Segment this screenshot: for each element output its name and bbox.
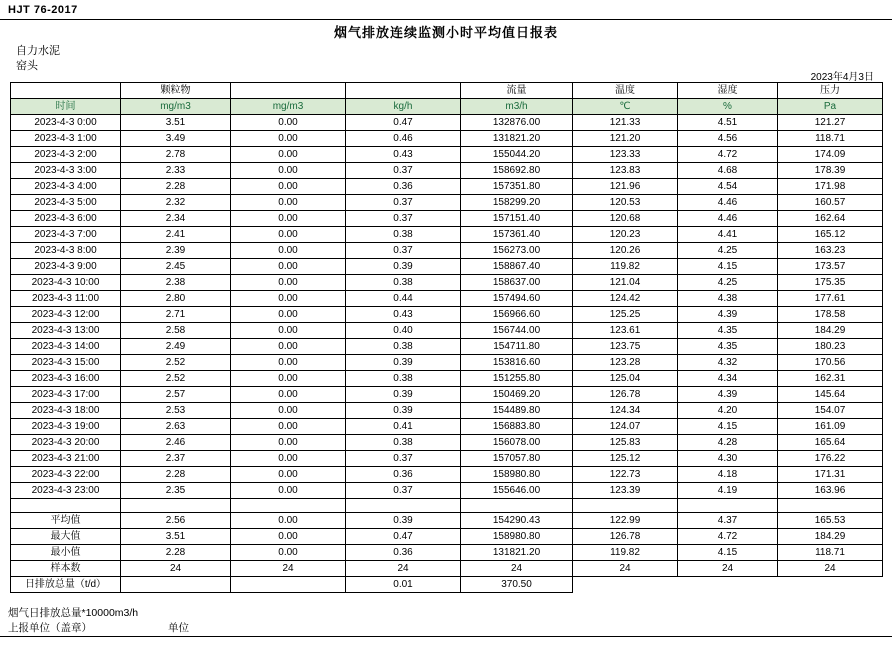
- daily-total-c3: 0.01: [346, 577, 461, 593]
- row-pressure: 154.07: [778, 403, 883, 419]
- header-group-3: [346, 83, 461, 99]
- row-pressure: 118.71: [778, 131, 883, 147]
- row-humidity: 4.54: [678, 179, 778, 195]
- row-humidity: 4.46: [678, 211, 778, 227]
- row-c2: 0.00: [231, 307, 346, 323]
- row-temp: 123.28: [573, 355, 678, 371]
- row-time: 2023-4-3 23:00: [11, 483, 121, 499]
- row-c1: 2.38: [121, 275, 231, 291]
- summary-label: 平均值: [11, 513, 121, 529]
- summary-c2: 0.00: [231, 529, 346, 545]
- row-flow: 157361.40: [461, 227, 573, 243]
- row-c2: 0.00: [231, 355, 346, 371]
- row-c1: 2.32: [121, 195, 231, 211]
- row-time: 2023-4-3 12:00: [11, 307, 121, 323]
- row-time: 2023-4-3 10:00: [11, 275, 121, 291]
- row-time: 2023-4-3 5:00: [11, 195, 121, 211]
- row-humidity: 4.28: [678, 435, 778, 451]
- summary-c1: 2.56: [121, 513, 231, 529]
- row-c2: 0.00: [231, 371, 346, 387]
- row-flow: 155044.20: [461, 147, 573, 163]
- row-flow: 154489.80: [461, 403, 573, 419]
- summary-c3: 0.39: [346, 513, 461, 529]
- row-pressure: 176.22: [778, 451, 883, 467]
- row-c1: 2.46: [121, 435, 231, 451]
- row-temp: 125.83: [573, 435, 678, 451]
- row-c1: 2.58: [121, 323, 231, 339]
- row-flow: 158980.80: [461, 467, 573, 483]
- row-flow: 157057.80: [461, 451, 573, 467]
- row-pressure: 177.61: [778, 291, 883, 307]
- daily-total-label: 日排放总量（t/d）: [11, 577, 121, 593]
- row-flow: 158867.40: [461, 259, 573, 275]
- footer-note-total: 烟气日排放总量*10000m3/h: [8, 607, 139, 619]
- row-pressure: 173.57: [778, 259, 883, 275]
- table-row: [11, 243, 883, 259]
- row-c3: 0.38: [346, 435, 461, 451]
- row-temp: 124.34: [573, 403, 678, 419]
- row-time: 2023-4-3 18:00: [11, 403, 121, 419]
- row-flow: 155646.00: [461, 483, 573, 499]
- row-time: 2023-4-3 3:00: [11, 163, 121, 179]
- row-c2: 0.00: [231, 211, 346, 227]
- summary-temp: 122.99: [573, 513, 678, 529]
- row-flow: 150469.20: [461, 387, 573, 403]
- row-c1: 2.35: [121, 483, 231, 499]
- daily-total-blank-1: [121, 577, 231, 593]
- row-pressure: 145.64: [778, 387, 883, 403]
- row-pressure: 162.64: [778, 211, 883, 227]
- header-unit-3: kg/h: [346, 99, 461, 115]
- table-row: [11, 115, 883, 131]
- row-c3: 0.39: [346, 259, 461, 275]
- row-humidity: 4.35: [678, 339, 778, 355]
- table-row: [11, 211, 883, 227]
- row-c3: 0.37: [346, 483, 461, 499]
- daily-total-blank-4: [678, 577, 778, 593]
- row-pressure: 163.96: [778, 483, 883, 499]
- row-temp: 121.04: [573, 275, 678, 291]
- row-c2: 0.00: [231, 339, 346, 355]
- row-c1: 2.52: [121, 371, 231, 387]
- row-pressure: 121.27: [778, 115, 883, 131]
- row-time: 2023-4-3 7:00: [11, 227, 121, 243]
- row-flow: 158692.80: [461, 163, 573, 179]
- row-c2: 0.00: [231, 467, 346, 483]
- row-pressure: 160.57: [778, 195, 883, 211]
- row-c1: 2.71: [121, 307, 231, 323]
- row-pressure: 171.31: [778, 467, 883, 483]
- row-humidity: 4.51: [678, 115, 778, 131]
- summary-flow: 154290.43: [461, 513, 573, 529]
- summary-row-min: [11, 545, 883, 561]
- summary-c1: 3.51: [121, 529, 231, 545]
- footer-divider: [0, 636, 892, 637]
- summary-humidity: 4.15: [678, 545, 778, 561]
- header-group-6: 湿度: [678, 83, 778, 99]
- row-c2: 0.00: [231, 179, 346, 195]
- row-c1: 2.39: [121, 243, 231, 259]
- row-c1: 2.33: [121, 163, 231, 179]
- row-c2: 0.00: [231, 323, 346, 339]
- row-c3: 0.38: [346, 227, 461, 243]
- summary-temp: 119.82: [573, 545, 678, 561]
- row-time: 2023-4-3 16:00: [11, 371, 121, 387]
- table-row: [11, 371, 883, 387]
- row-temp: 119.82: [573, 259, 678, 275]
- row-c3: 0.38: [346, 371, 461, 387]
- row-temp: 120.23: [573, 227, 678, 243]
- row-pressure: 161.09: [778, 419, 883, 435]
- row-c2: 0.00: [231, 419, 346, 435]
- row-temp: 123.61: [573, 323, 678, 339]
- summary-c1: 24: [121, 561, 231, 577]
- summary-flow: 158980.80: [461, 529, 573, 545]
- summary-row-samples: [11, 561, 883, 577]
- row-humidity: 4.34: [678, 371, 778, 387]
- row-c2: 0.00: [231, 259, 346, 275]
- row-humidity: 4.25: [678, 243, 778, 259]
- header-group-2: [231, 83, 346, 99]
- row-flow: 157494.60: [461, 291, 573, 307]
- row-temp: 123.39: [573, 483, 678, 499]
- row-c2: 0.00: [231, 403, 346, 419]
- row-c3: 0.46: [346, 131, 461, 147]
- row-c2: 0.00: [231, 387, 346, 403]
- row-c3: 0.47: [346, 115, 461, 131]
- row-humidity: 4.19: [678, 483, 778, 499]
- row-c1: 2.28: [121, 467, 231, 483]
- row-temp: 122.73: [573, 467, 678, 483]
- row-c1: 3.49: [121, 131, 231, 147]
- header-unit-2: mg/m3: [231, 99, 346, 115]
- summary-humidity: 4.37: [678, 513, 778, 529]
- header-group-4: 流量: [461, 83, 573, 99]
- row-time: 2023-4-3 4:00: [11, 179, 121, 195]
- row-c3: 0.38: [346, 339, 461, 355]
- summary-humidity: 24: [678, 561, 778, 577]
- header-unit-row: [11, 99, 883, 115]
- header-group-1: 颗粒物: [121, 83, 231, 99]
- header-unit-time: 时间: [11, 99, 121, 115]
- row-time: 2023-4-3 8:00: [11, 243, 121, 259]
- row-flow: 131821.20: [461, 131, 573, 147]
- summary-flow: 131821.20: [461, 545, 573, 561]
- row-c3: 0.40: [346, 323, 461, 339]
- table-row: [11, 131, 883, 147]
- row-pressure: 165.64: [778, 435, 883, 451]
- daily-total-row: [11, 577, 883, 593]
- header-group-0: [11, 83, 121, 99]
- row-humidity: 4.72: [678, 147, 778, 163]
- summary-temp: 126.78: [573, 529, 678, 545]
- row-humidity: 4.20: [678, 403, 778, 419]
- row-humidity: 4.46: [678, 195, 778, 211]
- row-c3: 0.37: [346, 243, 461, 259]
- row-humidity: 4.18: [678, 467, 778, 483]
- table-row: [11, 323, 883, 339]
- row-c3: 0.36: [346, 179, 461, 195]
- summary-humidity: 4.72: [678, 529, 778, 545]
- summary-label: 最大值: [11, 529, 121, 545]
- row-c1: 2.41: [121, 227, 231, 243]
- row-temp: 121.20: [573, 131, 678, 147]
- row-temp: 123.75: [573, 339, 678, 355]
- row-flow: 151255.80: [461, 371, 573, 387]
- kiln-location: 窑头: [16, 60, 38, 72]
- summary-row-average: [11, 513, 883, 529]
- row-flow: 157151.40: [461, 211, 573, 227]
- header-unit-1: mg/m3: [121, 99, 231, 115]
- row-c1: 2.49: [121, 339, 231, 355]
- row-flow: 156744.00: [461, 323, 573, 339]
- measurement-table: [10, 82, 883, 593]
- row-time: 2023-4-3 20:00: [11, 435, 121, 451]
- row-time: 2023-4-3 2:00: [11, 147, 121, 163]
- table-row: [11, 435, 883, 451]
- row-humidity: 4.15: [678, 259, 778, 275]
- company-name: 自力水泥: [16, 45, 60, 57]
- row-time: 2023-4-3 21:00: [11, 451, 121, 467]
- spacer-row: [11, 499, 883, 513]
- summary-label: 最小值: [11, 545, 121, 561]
- summary-pressure: 24: [778, 561, 883, 577]
- table-row: [11, 259, 883, 275]
- row-pressure: 162.31: [778, 371, 883, 387]
- header-unit-6: %: [678, 99, 778, 115]
- row-c2: 0.00: [231, 147, 346, 163]
- row-humidity: 4.30: [678, 451, 778, 467]
- row-c2: 0.00: [231, 275, 346, 291]
- row-c3: 0.37: [346, 451, 461, 467]
- table-row: [11, 339, 883, 355]
- row-pressure: 184.29: [778, 323, 883, 339]
- row-c3: 0.37: [346, 163, 461, 179]
- summary-label: 样本数: [11, 561, 121, 577]
- row-temp: 120.68: [573, 211, 678, 227]
- summary-c3: 0.47: [346, 529, 461, 545]
- row-humidity: 4.41: [678, 227, 778, 243]
- daily-total-flow: 370.50: [461, 577, 573, 593]
- row-c1: 2.53: [121, 403, 231, 419]
- row-c2: 0.00: [231, 115, 346, 131]
- summary-pressure: 184.29: [778, 529, 883, 545]
- row-c1: 2.45: [121, 259, 231, 275]
- row-c1: 2.34: [121, 211, 231, 227]
- table-row: [11, 307, 883, 323]
- row-c3: 0.38: [346, 275, 461, 291]
- row-humidity: 4.39: [678, 307, 778, 323]
- footer-note-unit: 上报单位（盖章）: [8, 622, 92, 634]
- table-row: [11, 291, 883, 307]
- row-temp: 125.12: [573, 451, 678, 467]
- row-pressure: 171.98: [778, 179, 883, 195]
- row-temp: 120.53: [573, 195, 678, 211]
- row-temp: 124.42: [573, 291, 678, 307]
- row-time: 2023-4-3 22:00: [11, 467, 121, 483]
- row-c1: 2.28: [121, 179, 231, 195]
- row-pressure: 165.12: [778, 227, 883, 243]
- header-unit-7: Pa: [778, 99, 883, 115]
- row-c1: 3.51: [121, 115, 231, 131]
- row-time: 2023-4-3 0:00: [11, 115, 121, 131]
- header-unit-5: ℃: [573, 99, 678, 115]
- row-c3: 0.43: [346, 307, 461, 323]
- summary-pressure: 118.71: [778, 545, 883, 561]
- row-flow: 153816.60: [461, 355, 573, 371]
- row-pressure: 170.56: [778, 355, 883, 371]
- row-pressure: 178.39: [778, 163, 883, 179]
- table-row: [11, 195, 883, 211]
- summary-temp: 24: [573, 561, 678, 577]
- row-c3: 0.39: [346, 387, 461, 403]
- row-c2: 0.00: [231, 227, 346, 243]
- row-flow: 156078.00: [461, 435, 573, 451]
- row-pressure: 180.23: [778, 339, 883, 355]
- row-c1: 2.52: [121, 355, 231, 371]
- row-time: 2023-4-3 13:00: [11, 323, 121, 339]
- row-c3: 0.39: [346, 355, 461, 371]
- table-row: [11, 163, 883, 179]
- row-humidity: 4.32: [678, 355, 778, 371]
- row-c2: 0.00: [231, 291, 346, 307]
- page-title: 烟气排放连续监测小时平均值日报表: [333, 25, 558, 40]
- standard-code: HJT 76-2017: [8, 4, 78, 16]
- table-row: [11, 387, 883, 403]
- header-group-5: 温度: [573, 83, 678, 99]
- row-flow: 132876.00: [461, 115, 573, 131]
- row-flow: 154711.80: [461, 339, 573, 355]
- row-c3: 0.39: [346, 403, 461, 419]
- summary-c1: 2.28: [121, 545, 231, 561]
- header-group-7: 压力: [778, 83, 883, 99]
- row-temp: 121.96: [573, 179, 678, 195]
- row-flow: 156883.80: [461, 419, 573, 435]
- row-pressure: 163.23: [778, 243, 883, 259]
- table-row: [11, 419, 883, 435]
- row-temp: 123.33: [573, 147, 678, 163]
- row-c2: 0.00: [231, 435, 346, 451]
- row-flow: 156966.60: [461, 307, 573, 323]
- daily-total-blank-2: [231, 577, 346, 593]
- summary-c2: 24: [231, 561, 346, 577]
- row-c3: 0.41: [346, 419, 461, 435]
- row-c1: 2.37: [121, 451, 231, 467]
- row-time: 2023-4-3 11:00: [11, 291, 121, 307]
- row-humidity: 4.38: [678, 291, 778, 307]
- row-humidity: 4.68: [678, 163, 778, 179]
- row-flow: 158637.00: [461, 275, 573, 291]
- footer-unit-label: 单位: [168, 622, 189, 634]
- row-c2: 0.00: [231, 483, 346, 499]
- row-c2: 0.00: [231, 195, 346, 211]
- summary-c3: 24: [346, 561, 461, 577]
- daily-total-blank-3: [573, 577, 678, 593]
- row-flow: 157351.80: [461, 179, 573, 195]
- table-row: [11, 275, 883, 291]
- summary-c3: 0.36: [346, 545, 461, 561]
- row-time: 2023-4-3 1:00: [11, 131, 121, 147]
- table-row: [11, 227, 883, 243]
- row-c2: 0.00: [231, 131, 346, 147]
- row-c3: 0.37: [346, 211, 461, 227]
- table-row: [11, 451, 883, 467]
- row-c1: 2.78: [121, 147, 231, 163]
- row-time: 2023-4-3 6:00: [11, 211, 121, 227]
- row-pressure: 175.35: [778, 275, 883, 291]
- row-temp: 125.25: [573, 307, 678, 323]
- row-c1: 2.80: [121, 291, 231, 307]
- row-c2: 0.00: [231, 243, 346, 259]
- row-flow: 156273.00: [461, 243, 573, 259]
- summary-c2: 0.00: [231, 513, 346, 529]
- row-c2: 0.00: [231, 451, 346, 467]
- row-pressure: 174.09: [778, 147, 883, 163]
- table-row: [11, 403, 883, 419]
- row-time: 2023-4-3 19:00: [11, 419, 121, 435]
- table-row: [11, 483, 883, 499]
- row-time: 2023-4-3 15:00: [11, 355, 121, 371]
- row-temp: 124.07: [573, 419, 678, 435]
- row-c1: 2.63: [121, 419, 231, 435]
- row-temp: 120.26: [573, 243, 678, 259]
- table-row: [11, 147, 883, 163]
- row-temp: 125.04: [573, 371, 678, 387]
- header-divider: [0, 19, 892, 20]
- row-temp: 123.83: [573, 163, 678, 179]
- row-c3: 0.36: [346, 467, 461, 483]
- summary-flow: 24: [461, 561, 573, 577]
- header-unit-4: m3/h: [461, 99, 573, 115]
- daily-total-blank-5: [778, 577, 883, 593]
- row-c3: 0.37: [346, 195, 461, 211]
- row-humidity: 4.56: [678, 131, 778, 147]
- row-time: 2023-4-3 17:00: [11, 387, 121, 403]
- table-row: [11, 179, 883, 195]
- summary-c2: 0.00: [231, 545, 346, 561]
- table-row: [11, 355, 883, 371]
- row-c2: 0.00: [231, 163, 346, 179]
- row-humidity: 4.15: [678, 419, 778, 435]
- header-group-row: [11, 83, 883, 99]
- row-humidity: 4.35: [678, 323, 778, 339]
- row-time: 2023-4-3 14:00: [11, 339, 121, 355]
- row-c3: 0.43: [346, 147, 461, 163]
- table-row: [11, 467, 883, 483]
- row-temp: 121.33: [573, 115, 678, 131]
- row-temp: 126.78: [573, 387, 678, 403]
- summary-row-max: [11, 529, 883, 545]
- row-flow: 158299.20: [461, 195, 573, 211]
- row-c3: 0.44: [346, 291, 461, 307]
- row-time: 2023-4-3 9:00: [11, 259, 121, 275]
- row-humidity: 4.39: [678, 387, 778, 403]
- report-date: 2023年4月3日: [810, 72, 874, 83]
- row-c1: 2.57: [121, 387, 231, 403]
- summary-pressure: 165.53: [778, 513, 883, 529]
- row-pressure: 178.58: [778, 307, 883, 323]
- row-humidity: 4.25: [678, 275, 778, 291]
